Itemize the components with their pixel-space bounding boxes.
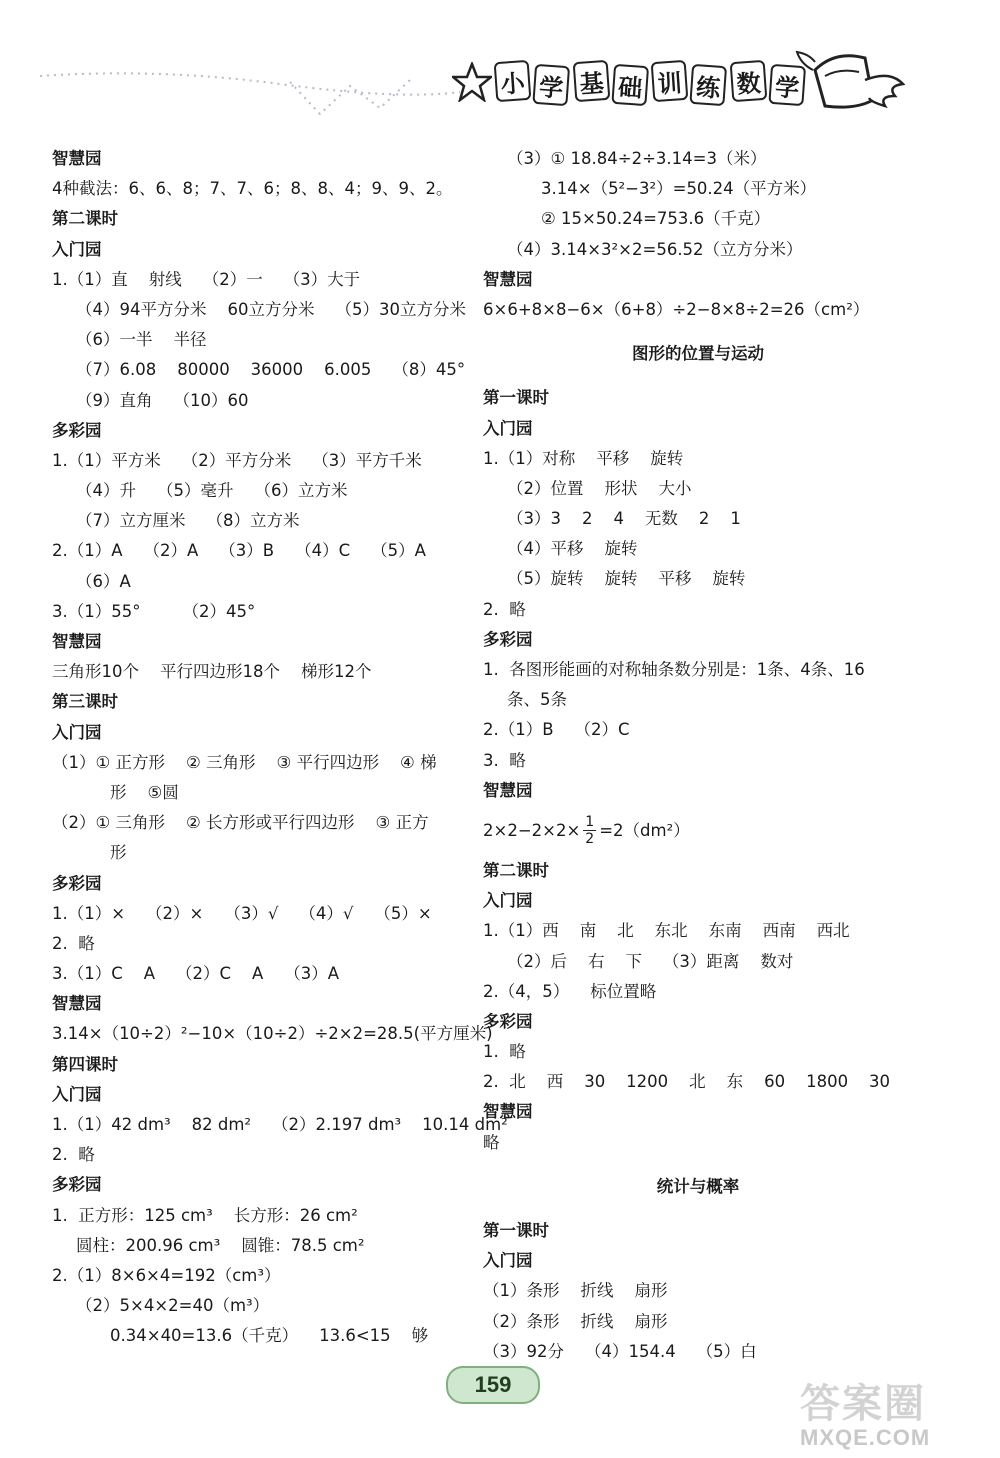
answer-line: （4）3.14×3²×2=56.52（立方分米） (507, 239, 803, 259)
fraction-numerator: 1 (585, 814, 595, 831)
answer-line: （3）3 2 4 无数 2 1 (507, 509, 741, 529)
answer-line: 3.14×（5²−3²）=50.24（平方米） (541, 179, 817, 199)
answer-line: 1.（1）对称 平移 旋转 (483, 448, 684, 468)
answer-line: （2）① 三角形 ② 长方形或平行四边形 ③ 正方 (52, 813, 429, 833)
section-heading: 入门园 (483, 1251, 533, 1271)
star-icon (452, 62, 492, 102)
section-heading: 入门园 (52, 1084, 102, 1104)
section-heading: 智慧园 (483, 1102, 533, 1122)
answer-line: 2. 略 (52, 933, 95, 953)
answer-line: 3.（1）C A （2）C A （3）A (52, 964, 340, 984)
title-char: 学 (768, 64, 806, 106)
answer-line: 2. 略 (52, 1145, 95, 1165)
answer-line: 4种截法：6、6、8；7、7、6；8、8、4；9、9、2。 (52, 179, 453, 199)
answer-line: 1.（1）平方米 （2）平方分米 （3）平方千米 (52, 450, 422, 470)
answer-line: （4）94平方分米 60立方分米 （5）30立方分米 (76, 299, 466, 319)
section-heading: 多彩园 (483, 629, 533, 649)
fraction-denominator: 2 (585, 831, 595, 848)
answer-line: 1.（1）西 南 北 东北 东南 西南 西北 (483, 921, 850, 941)
fraction-equation (483, 806, 913, 856)
section-heading: 智慧园 (483, 269, 533, 289)
answer-line: 1.（1）42 dm³ 82 dm² （2）2.197 dm³ 10.14 dm² (52, 1115, 508, 1134)
chapter-title: 统计与概率 (656, 1176, 740, 1196)
winged-schoolbag-icon (795, 40, 905, 140)
answer-line: （2）条形 折线 扇形 (483, 1311, 668, 1331)
title-char: 基 (572, 60, 610, 102)
answer-line: （2）5×4×2=40（m³） (76, 1296, 270, 1316)
answer-line: 1. 各图形能画的对称轴条数分别是：1条、4条、16 (483, 660, 865, 679)
title-char: 小 (494, 60, 532, 102)
title-char: 础 (611, 64, 649, 106)
answer-line: 圆柱：200.96 cm³ 圆锥：78.5 cm² (76, 1235, 365, 1255)
answer-line: （4）升 （5）毫升 （6）立方米 (76, 481, 348, 501)
answer-line: （6）一半 半径 (76, 330, 207, 350)
section-heading: 多彩园 (52, 873, 102, 893)
answer-line: 略 (483, 1132, 500, 1152)
lesson-heading: 第四课时 (52, 1054, 118, 1074)
section-heading: 智慧园 (483, 780, 533, 800)
answer-line: 形 ⑤圆 (110, 782, 179, 802)
answer-line: 3.（1）55° （2）45° (52, 601, 256, 621)
answer-line: （2）后 右 下 （3）距离 数对 (507, 951, 794, 971)
answer-line: 2.（1）A （2）A （3）B （4）C （5）A (52, 541, 426, 561)
title-char: 练 (690, 64, 728, 106)
answer-line: （5）旋转 旋转 平移 旋转 (507, 569, 746, 589)
answer-line: 6×6+8×8−6×（6+8）÷2−8×8÷2=26（cm²） (483, 299, 870, 319)
watermark-url: MXQE.COM (800, 1425, 931, 1450)
answer-line: 形 (110, 843, 127, 863)
answer-line: 1. 正方形：125 cm³ 长方形：26 cm² (52, 1205, 358, 1225)
equation-right: =2（dm²） (599, 820, 690, 840)
page-number-badge: 159 (446, 1366, 540, 1404)
section-heading: 智慧园 (52, 994, 102, 1014)
answer-line: 2.（1）8×6×4=192（cm³） (52, 1265, 281, 1285)
lesson-heading: 第二课时 (483, 860, 549, 880)
answer-line: （7）立方厘米 （8）立方米 (76, 511, 300, 531)
lesson-heading: 第二课时 (52, 209, 118, 229)
lesson-heading: 第三课时 (52, 692, 118, 712)
answer-line: 三角形10个 平行四边形18个 梯形12个 (52, 662, 372, 682)
answer-line: 0.34×40=13.6（千克） 13.6<15 够 (110, 1326, 429, 1346)
answer-line: （3）① 18.84÷2÷3.14=3（米） (507, 149, 767, 168)
answer-line: （9）直角 （10）60 (76, 390, 249, 410)
equation-left: 2×2−2×2× (483, 820, 581, 840)
answer-line: （4）平移 旋转 (507, 539, 638, 559)
answer-line: 1.（1）直 射线 （2）一 （3）大于 (52, 269, 361, 289)
right-column (483, 144, 913, 1367)
answer-line: 3. 略 (483, 750, 526, 770)
answer-line: （3）92分 （4）154.4 （5）白 (483, 1341, 757, 1361)
fraction (583, 814, 596, 847)
answer-line: （6）A (76, 571, 131, 591)
answer-line: 3.14×（10÷2）²−10×（10÷2）÷2×2=28.5(平方厘米) (52, 1024, 493, 1044)
lesson-heading: 第一课时 (483, 388, 549, 408)
section-heading: 入门园 (483, 891, 533, 911)
answer-line: 1.（1）× （2）× （3）√ （4）√ （5）× (52, 903, 432, 923)
answer-line: 2. 略 (483, 599, 526, 619)
lesson-heading: 第一课时 (483, 1221, 549, 1240)
title-char: 训 (651, 60, 689, 102)
title-char: 数 (729, 60, 767, 102)
section-heading: 智慧园 (52, 149, 102, 168)
answer-line: 2.（1）B （2）C (483, 720, 630, 740)
title-char: 学 (533, 64, 571, 106)
dotted-arc-decoration (40, 62, 460, 122)
answer-line: 1. 略 (483, 1042, 526, 1062)
section-heading: 入门园 (483, 418, 533, 438)
answer-line: （1）① 正方形 ② 三角形 ③ 平行四边形 ④ 梯 (52, 752, 437, 772)
answer-line: 条、5条 (507, 690, 567, 710)
section-heading: 智慧园 (52, 632, 102, 651)
chapter-title: 图形的位置与运动 (632, 344, 764, 364)
watermark-logo (800, 1372, 990, 1452)
answer-line: （1）条形 折线 扇形 (483, 1281, 668, 1301)
answer-line: 2. 北 西 30 1200 北 东 60 1800 30 (483, 1072, 891, 1092)
series-title (495, 58, 805, 104)
watermark-text: 答案圈 (800, 1382, 926, 1426)
answer-line: （2）位置 形状 大小 (507, 478, 692, 498)
section-heading: 多彩园 (52, 420, 102, 440)
page-header (0, 0, 1000, 140)
answer-line: ② 15×50.24=753.6（千克） (541, 209, 771, 229)
section-heading: 入门园 (52, 239, 102, 259)
answer-line: （7）6.08 80000 36000 6.005 （8）45° (76, 360, 466, 380)
answer-line: 2.（4，5） 标位置略 (483, 981, 657, 1001)
section-heading: 多彩园 (483, 1011, 533, 1031)
section-heading: 多彩园 (52, 1175, 102, 1195)
section-heading: 入门园 (52, 722, 102, 742)
